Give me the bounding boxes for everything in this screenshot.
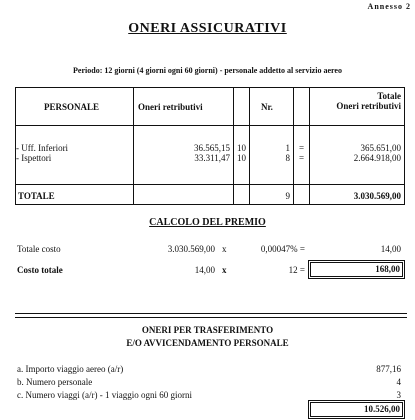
premio-row2-op: x [222,265,227,275]
header-nr: Nr. [261,102,273,112]
trasferimento-item-c: c. Numero viaggi (a/r) - 1 viaggio ogni 60 giorni [17,390,192,400]
premio-row1-op: x [222,244,227,254]
premio-row2-label: Costo totale [17,265,63,275]
trasferimento-total-box: 10.526,00 [310,402,403,417]
total-divider [16,184,404,185]
premio-row1-label: Totale costo [17,244,61,254]
trasferimento-item-b-value: 4 [396,377,401,387]
row-factor: 10 [237,153,246,163]
premio-row1-value: 3.030.569,00 [167,244,215,254]
header-personale: PERSONALE [44,102,100,112]
row-name: - Uff. Inferiori [16,143,69,153]
annex-label: Annesso 2 [367,2,411,11]
header-oneri: Oneri retributivi [138,102,203,112]
trasferimento-title-2: E/O AVVICENDAMENTO PERSONALE [126,338,289,348]
oneri-table [15,87,405,205]
col-divider [309,88,310,204]
header-totale-1: Totale [377,91,401,101]
row-equals: = [298,143,305,153]
col-divider [133,88,134,204]
section-separator [15,313,407,314]
row-name: - Ispettori [16,153,52,163]
page-title: ONERI ASSICURATIVI [128,21,287,36]
premio-title: CALCOLO DEL PREMIO [149,217,266,228]
total-nr: 9 [285,191,290,201]
row-totale: 2.664.918,00 [353,153,401,163]
row-totale: 365.651,00 [360,143,401,153]
total-value: 3.030.569,00 [353,191,401,201]
trasferimento-item-b: b. Numero personale [17,377,93,387]
row-nr: 1 [285,143,290,153]
period-description: Periodo: 12 giorni (4 giorni ogni 60 giorni) - personale addetto al servizio aereo [73,66,342,75]
row-factor: 10 [237,143,246,153]
header-totale-2: Oneri retributivi [336,101,401,111]
trasferimento-item-c-value: 3 [396,390,401,400]
premio-row2-value: 14,00 [194,265,215,275]
premio-row1-rate: 0,00047% = [260,244,305,254]
total-label: TOTALE [18,191,55,201]
row-oneri: 36.565,15 [194,143,230,153]
section-separator [15,317,407,318]
premio-total-box: 168,00 [310,262,403,277]
header-divider [16,125,404,126]
row-nr: 8 [285,153,290,163]
row-equals: = [298,153,305,163]
trasferimento-item-a: a. Importo viaggio aereo (a/r) [17,364,124,374]
trasferimento-item-a-value: 877,16 [376,364,401,374]
trasferimento-title-1: ONERI PER TRASFERIMENTO [141,325,274,335]
premio-row1-result: 14,00 [380,244,401,254]
premio-row2-mult: 12 = [288,265,305,275]
row-oneri: 33.311,47 [194,153,230,163]
